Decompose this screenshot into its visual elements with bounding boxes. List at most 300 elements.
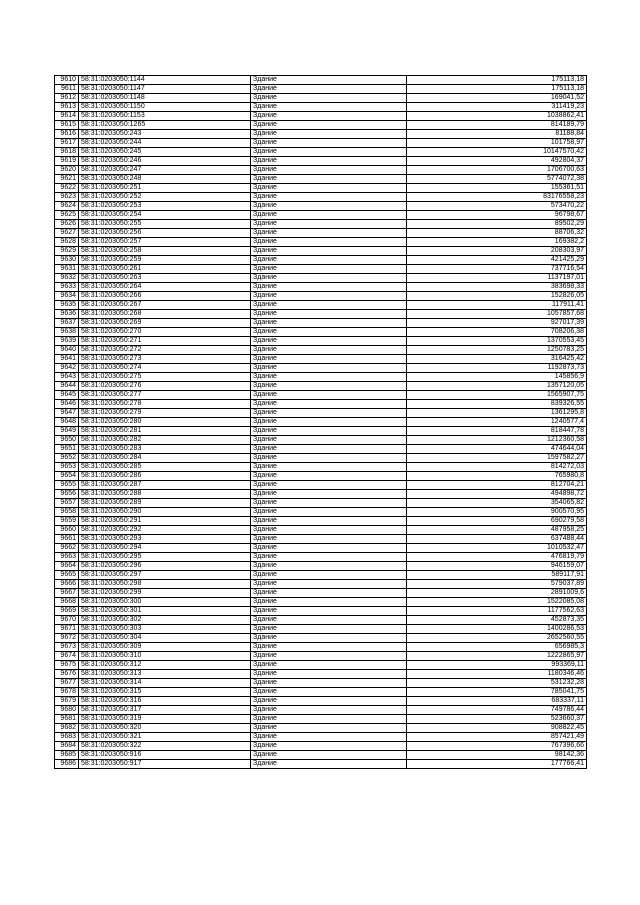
table-row (55, 427, 587, 436)
row-number: 9668 (55, 598, 79, 607)
table-row (55, 463, 587, 472)
table-row (55, 373, 587, 382)
object-type: Здание (251, 220, 407, 229)
object-type: Здание (251, 139, 407, 148)
row-number: 9675 (55, 661, 79, 670)
object-type: Здание (251, 445, 407, 454)
cadastral-value: 81188,84 (407, 130, 587, 139)
object-type: Здание (251, 121, 407, 130)
row-number: 9628 (55, 238, 79, 247)
table-row (55, 382, 587, 391)
cadastral-number: 58:31:0203050:320 (79, 724, 251, 733)
table-row (55, 238, 587, 247)
cadastral-number: 58:31:0203050:254 (79, 211, 251, 220)
cadastral-number: 58:31:0203050:258 (79, 247, 251, 256)
cadastral-value: 765980,8 (407, 472, 587, 481)
cadastral-number: 58:31:0203050:244 (79, 139, 251, 148)
cadastral-number: 58:31:0203050:280 (79, 418, 251, 427)
cadastral-value: 690279,58 (407, 517, 587, 526)
object-type: Здание (251, 724, 407, 733)
object-type: Здание (251, 535, 407, 544)
object-type: Здание (251, 463, 407, 472)
cadastral-number: 58:31:0203050:259 (79, 256, 251, 265)
object-type: Здание (251, 292, 407, 301)
object-type: Здание (251, 436, 407, 445)
row-number: 9651 (55, 445, 79, 454)
row-number: 9631 (55, 265, 79, 274)
row-number: 9681 (55, 715, 79, 724)
object-type: Здание (251, 112, 407, 121)
table-row (55, 247, 587, 256)
row-number: 9656 (55, 490, 79, 499)
cadastral-value: 737716,54 (407, 265, 587, 274)
row-number: 9632 (55, 274, 79, 283)
table-row (55, 535, 587, 544)
table-row (55, 220, 587, 229)
cadastral-value: 1137197,01 (407, 274, 587, 283)
object-type: Здание (251, 400, 407, 409)
cadastral-number: 58:31:0203050:297 (79, 571, 251, 580)
row-number: 9611 (55, 85, 79, 94)
cadastral-number: 58:31:0203050:1148 (79, 94, 251, 103)
cadastral-value: 523660,37 (407, 715, 587, 724)
cadastral-number: 58:31:0203050:316 (79, 697, 251, 706)
object-type: Здание (251, 283, 407, 292)
row-number: 9654 (55, 472, 79, 481)
cadastral-number: 58:31:0203050:1147 (79, 85, 251, 94)
cadastral-number: 58:31:0203050:256 (79, 229, 251, 238)
cadastral-number: 58:31:0203050:312 (79, 661, 251, 670)
cadastral-number: 58:31:0203050:274 (79, 364, 251, 373)
table-row (55, 202, 587, 211)
object-type: Здание (251, 337, 407, 346)
object-type: Здание (251, 382, 407, 391)
table-row (55, 211, 587, 220)
cadastral-value: 767396,66 (407, 742, 587, 751)
cadastral-value: 1357120,05 (407, 382, 587, 391)
cadastral-number: 58:31:0203050:269 (79, 319, 251, 328)
object-type: Здание (251, 634, 407, 643)
row-number: 9643 (55, 373, 79, 382)
cadastral-value: 311419,23 (407, 103, 587, 112)
cadastral-value: 857421,49 (407, 733, 587, 742)
object-type: Здание (251, 247, 407, 256)
table-row (55, 292, 587, 301)
table-row (55, 319, 587, 328)
cadastral-number: 58:31:0203050:304 (79, 634, 251, 643)
cadastral-number: 58:31:0203050:287 (79, 481, 251, 490)
cadastral-number: 58:31:0203050:270 (79, 328, 251, 337)
object-type: Здание (251, 751, 407, 760)
table-row (55, 526, 587, 535)
object-type: Здание (251, 85, 407, 94)
object-type: Здание (251, 517, 407, 526)
row-number: 9613 (55, 103, 79, 112)
row-number: 9674 (55, 652, 79, 661)
cadastral-number: 58:31:0203050:251 (79, 184, 251, 193)
cadastral-number: 58:31:0203050:295 (79, 553, 251, 562)
row-number: 9650 (55, 436, 79, 445)
cadastral-value: 1212360,58 (407, 436, 587, 445)
cadastral-value: 656985,3 (407, 643, 587, 652)
table-row (55, 661, 587, 670)
table-row (55, 76, 587, 85)
row-number: 9641 (55, 355, 79, 364)
table-row (55, 670, 587, 679)
object-type: Здание (251, 616, 407, 625)
table-row (55, 571, 587, 580)
cadastral-value: 1250783,25 (407, 346, 587, 355)
cadastral-value: 383698,33 (407, 283, 587, 292)
cadastral-number: 58:31:0203050:288 (79, 490, 251, 499)
object-type: Здание (251, 238, 407, 247)
cadastral-value: 812704,21 (407, 481, 587, 490)
cadastral-number: 58:31:0203050:271 (79, 337, 251, 346)
object-type: Здание (251, 346, 407, 355)
cadastral-number: 58:31:0203050:292 (79, 526, 251, 535)
object-type: Здание (251, 697, 407, 706)
object-type: Здание (251, 670, 407, 679)
row-number: 9624 (55, 202, 79, 211)
cadastral-number: 58:31:0203050:281 (79, 427, 251, 436)
cadastral-value: 683337,11 (407, 697, 587, 706)
row-number: 9672 (55, 634, 79, 643)
row-number: 9670 (55, 616, 79, 625)
row-number: 9635 (55, 301, 79, 310)
cadastral-value: 573470,22 (407, 202, 587, 211)
table-row (55, 517, 587, 526)
cadastral-value: 1400286,53 (407, 625, 587, 634)
row-number: 9633 (55, 283, 79, 292)
row-number: 9663 (55, 553, 79, 562)
object-type: Здание (251, 607, 407, 616)
cadastral-value: 785041,75 (407, 688, 587, 697)
object-type: Здание (251, 202, 407, 211)
table-row (55, 733, 587, 742)
object-type: Здание (251, 175, 407, 184)
row-number: 9615 (55, 121, 79, 130)
row-number: 9614 (55, 112, 79, 121)
object-type: Здание (251, 715, 407, 724)
row-number: 9665 (55, 571, 79, 580)
cadastral-value: 494898,72 (407, 490, 587, 499)
cadastral-value: 177766,41 (407, 760, 587, 769)
cadastral-value: 993369,11 (407, 661, 587, 670)
object-type: Здание (251, 418, 407, 427)
row-number: 9620 (55, 166, 79, 175)
table-row (55, 589, 587, 598)
cadastral-number: 58:31:0203050:1150 (79, 103, 251, 112)
cadastral-value: 98142,36 (407, 751, 587, 760)
row-number: 9684 (55, 742, 79, 751)
cadastral-number: 58:31:0203050:293 (79, 535, 251, 544)
cadastral-value: 476819,79 (407, 553, 587, 562)
object-type: Здание (251, 553, 407, 562)
cadastral-number: 58:31:0203050:298 (79, 580, 251, 589)
cadastral-value: 531232,28 (407, 679, 587, 688)
row-number: 9640 (55, 346, 79, 355)
table-row (55, 409, 587, 418)
row-number: 9657 (55, 499, 79, 508)
cadastral-value: 818447,78 (407, 427, 587, 436)
cadastral-value: 1180346,46 (407, 670, 587, 679)
row-number: 9626 (55, 220, 79, 229)
cadastral-value: 1010532,47 (407, 544, 587, 553)
cadastral-number: 58:31:0203050:917 (79, 760, 251, 769)
cadastral-value: 175113,18 (407, 76, 587, 85)
cadastral-value: 1038862,41 (407, 112, 587, 121)
cadastral-number: 58:31:0203050:247 (79, 166, 251, 175)
table-body (55, 76, 587, 769)
cadastral-number: 58:31:0203050:272 (79, 346, 251, 355)
row-number: 9623 (55, 193, 79, 202)
object-type: Здание (251, 301, 407, 310)
row-number: 9652 (55, 454, 79, 463)
cadastral-value: 908822,45 (407, 724, 587, 733)
table-row (55, 283, 587, 292)
cadastral-value: 2891009,6 (407, 589, 587, 598)
cadastral-value: 1706700,63 (407, 166, 587, 175)
row-number: 9653 (55, 463, 79, 472)
cadastral-number: 58:31:0203050:279 (79, 409, 251, 418)
table-row (55, 256, 587, 265)
table-row (55, 760, 587, 769)
cadastral-value: 1565907,75 (407, 391, 587, 400)
table-row (55, 553, 587, 562)
row-number: 9659 (55, 517, 79, 526)
table-row (55, 445, 587, 454)
cadastral-value: 175113,18 (407, 85, 587, 94)
cadastral-number: 58:31:0203050:245 (79, 148, 251, 157)
row-number: 9677 (55, 679, 79, 688)
table-row (55, 562, 587, 571)
table-row (55, 301, 587, 310)
object-type: Здание (251, 598, 407, 607)
table-row (55, 157, 587, 166)
table-row (55, 355, 587, 364)
cadastral-value: 1177562,63 (407, 607, 587, 616)
row-number: 9645 (55, 391, 79, 400)
table-row (55, 94, 587, 103)
cadastral-value: 145856,9 (407, 373, 587, 382)
object-type: Здание (251, 391, 407, 400)
table-row (55, 265, 587, 274)
cadastral-number: 58:31:0203050:267 (79, 301, 251, 310)
cadastral-number: 58:31:0203050:283 (79, 445, 251, 454)
table-row (55, 598, 587, 607)
cadastral-number: 58:31:0203050:261 (79, 265, 251, 274)
object-type: Здание (251, 544, 407, 553)
table-row (55, 724, 587, 733)
cadastral-number: 58:31:0203050:268 (79, 310, 251, 319)
cadastral-value: 1240577,4 (407, 418, 587, 427)
row-number: 9637 (55, 319, 79, 328)
table-row (55, 139, 587, 148)
table-row (55, 112, 587, 121)
row-number: 9647 (55, 409, 79, 418)
cadastral-value: 316425,42 (407, 355, 587, 364)
cadastral-number: 58:31:0203050:294 (79, 544, 251, 553)
row-number: 9618 (55, 148, 79, 157)
cadastral-value: 88706,32 (407, 229, 587, 238)
table-row (55, 175, 587, 184)
row-number: 9658 (55, 508, 79, 517)
table-row (55, 364, 587, 373)
object-type: Здание (251, 589, 407, 598)
cadastral-number: 58:31:0203050:1144 (79, 76, 251, 85)
object-type: Здание (251, 328, 407, 337)
object-type: Здание (251, 166, 407, 175)
cadastral-value: 1370553,45 (407, 337, 587, 346)
object-type: Здание (251, 679, 407, 688)
table-row (55, 607, 587, 616)
object-type: Здание (251, 508, 407, 517)
cadastral-number: 58:31:0203050:273 (79, 355, 251, 364)
cadastral-value: 10147570,42 (407, 148, 587, 157)
cadastral-value: 155361,51 (407, 184, 587, 193)
cadastral-number: 58:31:0203050:285 (79, 463, 251, 472)
cadastral-value: 1522085,08 (407, 598, 587, 607)
cadastral-number: 58:31:0203050:246 (79, 157, 251, 166)
object-type: Здание (251, 157, 407, 166)
cadastral-number: 58:31:0203050:317 (79, 706, 251, 715)
cadastral-number: 58:31:0203050:310 (79, 652, 251, 661)
cadastral-value: 927017,39 (407, 319, 587, 328)
table-row (55, 751, 587, 760)
cadastral-number: 58:31:0203050:1265 (79, 121, 251, 130)
cadastral-number: 58:31:0203050:916 (79, 751, 251, 760)
cadastral-value: 1057857,68 (407, 310, 587, 319)
table-row (55, 616, 587, 625)
cadastral-number: 58:31:0203050:264 (79, 283, 251, 292)
table-row (55, 130, 587, 139)
table-row (55, 454, 587, 463)
cadastral-number: 58:31:0203050:303 (79, 625, 251, 634)
table-row (55, 418, 587, 427)
cadastral-value: 152826,05 (407, 292, 587, 301)
object-type: Здание (251, 355, 407, 364)
table-row (55, 184, 587, 193)
row-number: 9666 (55, 580, 79, 589)
table-row (55, 229, 587, 238)
cadastral-number: 58:31:0203050:286 (79, 472, 251, 481)
row-number: 9610 (55, 76, 79, 85)
row-number: 9646 (55, 400, 79, 409)
table-row (55, 328, 587, 337)
cadastral-value: 1361295,8 (407, 409, 587, 418)
cadastral-number: 58:31:0203050:252 (79, 193, 251, 202)
cadastral-value: 208303,97 (407, 247, 587, 256)
cadastral-value: 814189,79 (407, 121, 587, 130)
object-type: Здание (251, 661, 407, 670)
cadastral-number: 58:31:0203050:301 (79, 607, 251, 616)
cadastral-value: 169382,2 (407, 238, 587, 247)
cadastral-number: 58:31:0203050:284 (79, 454, 251, 463)
cadastral-number: 58:31:0203050:300 (79, 598, 251, 607)
cadastral-value: 579037,89 (407, 580, 587, 589)
cadastral-number: 58:31:0203050:319 (79, 715, 251, 724)
table-row (55, 544, 587, 553)
cadastral-value: 101758,97 (407, 139, 587, 148)
table-row (55, 193, 587, 202)
object-type: Здание (251, 229, 407, 238)
object-type: Здание (251, 742, 407, 751)
object-type: Здание (251, 427, 407, 436)
cadastral-value: 89502,29 (407, 220, 587, 229)
object-type: Здание (251, 760, 407, 769)
object-type: Здание (251, 643, 407, 652)
row-number: 9679 (55, 697, 79, 706)
row-number: 9683 (55, 733, 79, 742)
row-number: 9667 (55, 589, 79, 598)
row-number: 9621 (55, 175, 79, 184)
table-row (55, 679, 587, 688)
cadastral-value: 492804,37 (407, 157, 587, 166)
cadastral-number: 58:31:0203050:299 (79, 589, 251, 598)
cadastral-number: 58:31:0203050:278 (79, 400, 251, 409)
row-number: 9685 (55, 751, 79, 760)
cadastral-value: 487958,25 (407, 526, 587, 535)
object-type: Здание (251, 373, 407, 382)
row-number: 9686 (55, 760, 79, 769)
object-type: Здание (251, 94, 407, 103)
cadastral-number: 58:31:0203050:309 (79, 643, 251, 652)
cadastral-value: 814272,03 (407, 463, 587, 472)
cadastral-value: 83176558,23 (407, 193, 587, 202)
row-number: 9676 (55, 670, 79, 679)
cadastral-number: 58:31:0203050:277 (79, 391, 251, 400)
cadastral-number: 58:31:0203050:314 (79, 679, 251, 688)
row-number: 9655 (55, 481, 79, 490)
object-type: Здание (251, 499, 407, 508)
row-number: 9625 (55, 211, 79, 220)
table-row (55, 436, 587, 445)
cadastral-value: 5774072,38 (407, 175, 587, 184)
cadastral-value: 900570,95 (407, 508, 587, 517)
table-row (55, 490, 587, 499)
row-number: 9673 (55, 643, 79, 652)
cadastral-number: 58:31:0203050:313 (79, 670, 251, 679)
cadastral-value: 1597582,27 (407, 454, 587, 463)
cadastral-value: 708206,38 (407, 328, 587, 337)
object-type: Здание (251, 472, 407, 481)
table-row (55, 742, 587, 751)
table-row (55, 508, 587, 517)
object-type: Здание (251, 130, 407, 139)
cadastral-value: 839326,55 (407, 400, 587, 409)
cadastral-value: 354065,82 (407, 499, 587, 508)
cadastral-number: 58:31:0203050:1153 (79, 112, 251, 121)
table-row (55, 85, 587, 94)
cadastral-number: 58:31:0203050:248 (79, 175, 251, 184)
table-row (55, 391, 587, 400)
object-type: Здание (251, 274, 407, 283)
table-row (55, 481, 587, 490)
cadastral-number: 58:31:0203050:266 (79, 292, 251, 301)
object-type: Здание (251, 688, 407, 697)
cadastral-value: 1222865,97 (407, 652, 587, 661)
row-number: 9616 (55, 130, 79, 139)
cadastral-number: 58:31:0203050:296 (79, 562, 251, 571)
cadastral-number: 58:31:0203050:275 (79, 373, 251, 382)
cadastral-value: 474644,04 (407, 445, 587, 454)
row-number: 9649 (55, 427, 79, 436)
cadastral-number: 58:31:0203050:255 (79, 220, 251, 229)
row-number: 9642 (55, 364, 79, 373)
cadastral-value: 421425,29 (407, 256, 587, 265)
object-type: Здание (251, 481, 407, 490)
table-row (55, 580, 587, 589)
